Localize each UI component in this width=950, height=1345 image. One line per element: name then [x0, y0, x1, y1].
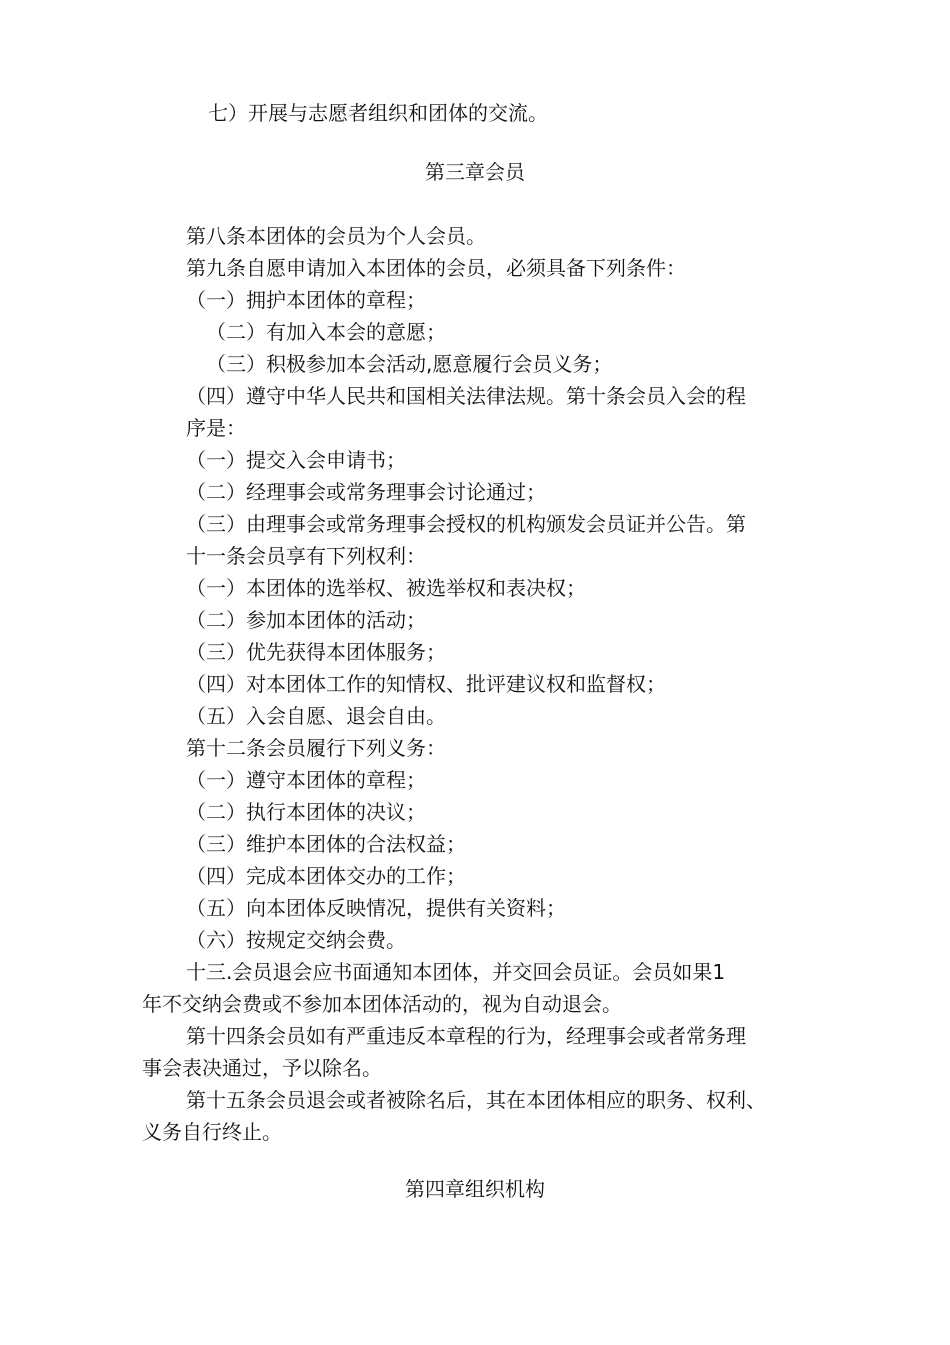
chapter-heading: 第四章组织机构: [405, 1177, 545, 1201]
list-item: （四）完成本团体交办的工作；: [186, 864, 466, 888]
list-item: （四）对本团体工作的知情权、批评建议权和监督权；: [186, 672, 666, 696]
list-item: （三）优先获得本团体服务；: [186, 640, 446, 664]
list-item: （二）参加本团体的活动；: [186, 608, 426, 632]
article-line: 第十二条会员履行下列义务：: [186, 736, 446, 760]
article-line-continued: 事会表决通过，予以除名。: [142, 1056, 382, 1080]
list-item: （一）提交入会申请书；: [186, 448, 406, 472]
article-line-continued: 义务自行终止。: [142, 1120, 282, 1144]
list-item: （三）维护本团体的合法权益；: [186, 832, 466, 856]
list-item: （一）拥护本团体的章程；: [186, 288, 426, 312]
article-line: 序是：: [186, 416, 246, 440]
article-item-seven: 七）开展与志愿者组织和团体的交流。: [208, 101, 548, 125]
list-item: （三）由理事会或常务理事会授权的机构颁发会员证并公告。第: [186, 512, 746, 536]
article-line: 十三.会员退会应书面通知本团体，并交回会员证。会员如果1: [186, 960, 726, 984]
list-item: （三）积极参加本会活动,愿意履行会员义务；: [206, 352, 613, 376]
list-item: （五）向本团体反映情况，提供有关资料；: [186, 896, 566, 920]
list-item: （二）执行本团体的决议；: [186, 800, 426, 824]
article-line: 十一条会员享有下列权利：: [186, 544, 426, 568]
chapter-heading: 第三章会员: [425, 160, 525, 184]
list-item: （四）遵守中华人民共和国相关法律法规。第十条会员入会的程: [186, 384, 746, 408]
list-item: （一）本团体的选举权、被选举权和表决权；: [186, 576, 586, 600]
list-item: （五）入会自愿、退会自由。: [186, 704, 446, 728]
list-item: （一）遵守本团体的章程；: [186, 768, 426, 792]
article-line: 第十五条会员退会或者被除名后，其在本团体相应的职务、权利、: [186, 1088, 766, 1112]
list-item: （二）有加入本会的意愿；: [206, 320, 446, 344]
article-line: 第八条本团体的会员为个人会员。: [186, 224, 486, 248]
list-item: （二）经理事会或常务理事会讨论通过；: [186, 480, 546, 504]
article-line-continued: 年不交纳会费或不参加本团体活动的，视为自动退会。: [142, 992, 622, 1016]
article-line: 第九条自愿申请加入本团体的会员，必须具备下列条件：: [186, 256, 686, 280]
list-item: （六）按规定交纳会费。: [186, 928, 406, 952]
article-line: 第十四条会员如有严重违反本章程的行为，经理事会或者常务理: [186, 1024, 746, 1048]
